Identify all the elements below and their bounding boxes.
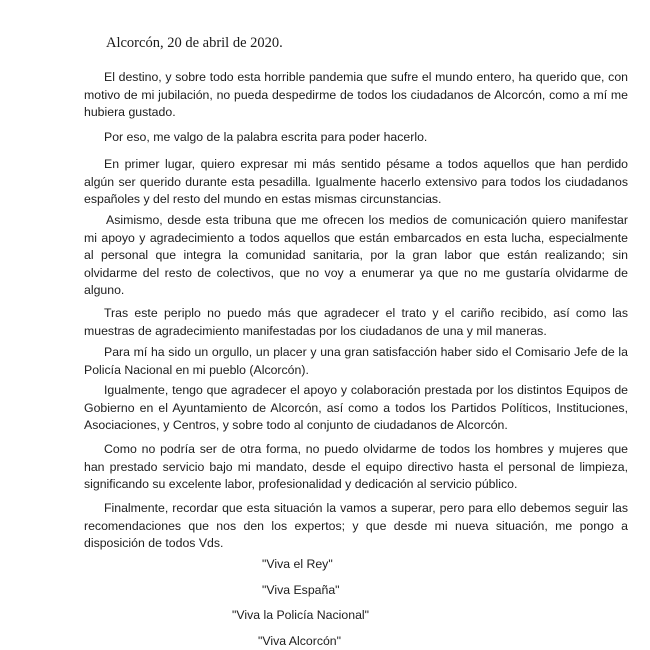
paragraph-pride-text: Para mí ha sido un orgullo, un placer y una gran satisfacción haber sido el Comisario Jefe de la Policía Nacional en mi pueblo (Alcorcón). — [84, 345, 628, 377]
letter-date: Alcorcón, 20 de abril de 2020. — [106, 35, 283, 51]
paragraph-government-thanks — [84, 382, 628, 435]
paragraph-written-word — [84, 129, 628, 147]
paragraph-support — [84, 212, 628, 300]
paragraph-government-thanks-text: Igualmente, tengo que agradecer el apoyo y colaboración prestada por los distintos Equipos de Gobierno en el Ayuntamiento de Alcorcón, así como a todos los Partidos Políticos, Instituciones, Asociaciones, y Centros, y sobre todo al conjunto de ciudadanos de Alcorcón. — [84, 383, 628, 432]
cheer-rey: "Viva el Rey" — [262, 557, 333, 571]
paragraph-farewell-text: El destino, y sobre todo esta horrible pandemia que sufre el mundo entero, ha querido que, con motivo de mi jubilación, no pueda despedirme de todos los ciudadanos de Alcorcón, como a mí me hubiera gustado. — [84, 70, 628, 119]
paragraph-condolences-text: En primer lugar, quiero expresar mi más sentido pésame a todos aquellos que han perdido algún ser querido durante esta pesadilla. Igualmente hacerlo extensivo para todos los ciudadanos españoles y del resto del mundo en estas mismas circunstancias. — [84, 157, 628, 206]
paragraph-written-word-text: Por eso, me valgo de la palabra escrita para poder hacerlo. — [104, 130, 428, 144]
paragraph-gratitude — [84, 305, 628, 340]
paragraph-staff-thanks-text: Como no podría ser de otra forma, no puedo olvidarme de todos los hombres y mujeres que han prestado servicio bajo mi mandato, desde el equipo directivo hasta el personal de limpieza, significando su excelente labor, profesionalidad y dedicación al servicio público. — [84, 442, 628, 491]
paragraph-condolences — [84, 156, 628, 209]
paragraph-staff-thanks — [84, 441, 628, 494]
cheer-espana: "Viva España" — [262, 583, 340, 597]
paragraph-support-text: Asimismo, desde esta tribuna que me ofrecen los medios de comunicación quiero manifestar mi apoyo y agradecimiento a todos aquellos que están embarcados en esta lucha, especialmente al personal que integra la comunidad sanitaria, por la gran labor que están realizando; sin olvidarme del resto de colectivos, que no voy a enumerar ya que no me gustaría olvidarme de alguno. — [84, 213, 628, 297]
cheer-policia: "Viva la Policía Nacional" — [232, 608, 370, 622]
paragraph-pride — [84, 344, 628, 379]
cheer-alcorcon: "Viva Alcorcón" — [258, 634, 342, 648]
paragraph-farewell — [84, 69, 628, 122]
paragraph-closing-text: Finalmente, recordar que esta situación la vamos a superar, pero para ello debemos seguir las recomendaciones que nos den los expertos; y que desde mi nueva situación, me pongo a disposición de todos Vds. — [84, 501, 628, 550]
paragraph-gratitude-text: Tras este periplo no puedo más que agradecer el trato y el cariño recibido, así como las muestras de agradecimiento manifestadas por los ciudadanos de una y mil maneras. — [84, 306, 628, 338]
paragraph-closing — [84, 500, 628, 553]
